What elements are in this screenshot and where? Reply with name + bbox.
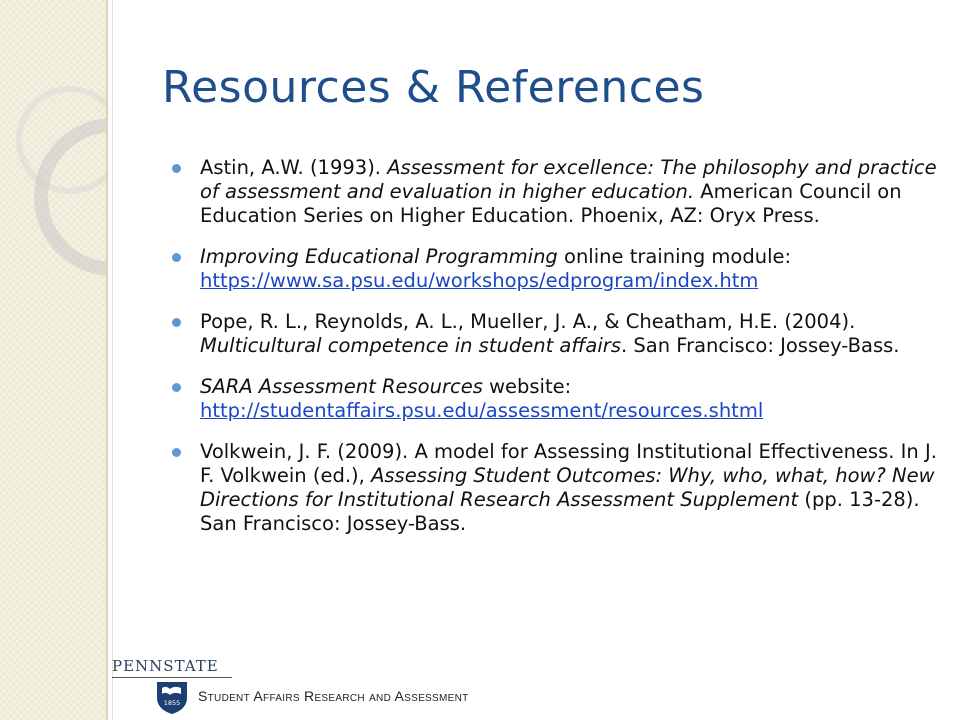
reference-text: American Council on Education Series on Higher Education. Phoenix, AZ: Oryx Press.	[200, 180, 902, 227]
reference-title-text: Multicultural competence in student affairs	[200, 334, 621, 357]
reference-text: Pope, R. L., Reynolds, A. L., Mueller, J. A., & Cheatham, H.E. (2004).	[200, 310, 856, 333]
reference-item	[172, 375, 942, 423]
sidebar-divider	[106, 0, 108, 720]
reference-text: Astin, A.W. (1993).	[200, 156, 388, 179]
reference-title-text: Improving Educational Programming	[200, 245, 558, 268]
shield-year: 1855	[163, 699, 181, 707]
bullet-icon	[172, 383, 181, 392]
bullet-icon	[172, 164, 181, 173]
bullet-icon	[172, 253, 181, 262]
reference-title-text: Assessment for excellence: The philosophy and practice of assessment and evaluation in higher education.	[200, 156, 937, 203]
unit-name: Student Affairs Research and Assessment	[198, 688, 469, 704]
reference-text: Volkwein, J. F. (2009). A model for Assessing Institutional Effectiveness. In J. F. Volkwein (ed.),	[200, 440, 937, 487]
references-list	[172, 156, 942, 536]
reference-text: . San Francisco: Jossey-Bass.	[620, 334, 900, 357]
sidebar-divider-secondary	[112, 0, 113, 720]
reference-item	[172, 156, 942, 228]
reference-link[interactable]: http://studentaffairs.psu.edu/assessment/resources.shtml	[200, 399, 764, 422]
logo-rule	[112, 677, 232, 678]
reference-item	[172, 245, 942, 293]
reference-text: (pp. 13-28). San Francisco: Jossey-Bass.	[200, 488, 920, 535]
reference-title-text: SARA Assessment Resources	[200, 375, 483, 398]
reference-item	[172, 440, 942, 536]
slide-title: Resources & References	[162, 62, 705, 113]
bullet-icon	[172, 448, 181, 457]
reference-link[interactable]: https://www.sa.psu.edu/workshops/edprogram/index.htm	[200, 269, 759, 292]
decorative-sidebar	[0, 0, 106, 720]
reference-text: online training module:	[557, 245, 792, 268]
reference-text: website:	[482, 375, 572, 398]
reference-item	[172, 310, 942, 358]
pennstate-logo: PENNSTATE	[112, 657, 219, 675]
reference-title-text: Assessing Student Outcomes: Why, who, what, how? New Directions for Institutional Research Assessment Supplement	[200, 464, 935, 511]
pennstate-shield-icon	[154, 680, 190, 716]
bullet-icon	[172, 318, 181, 327]
